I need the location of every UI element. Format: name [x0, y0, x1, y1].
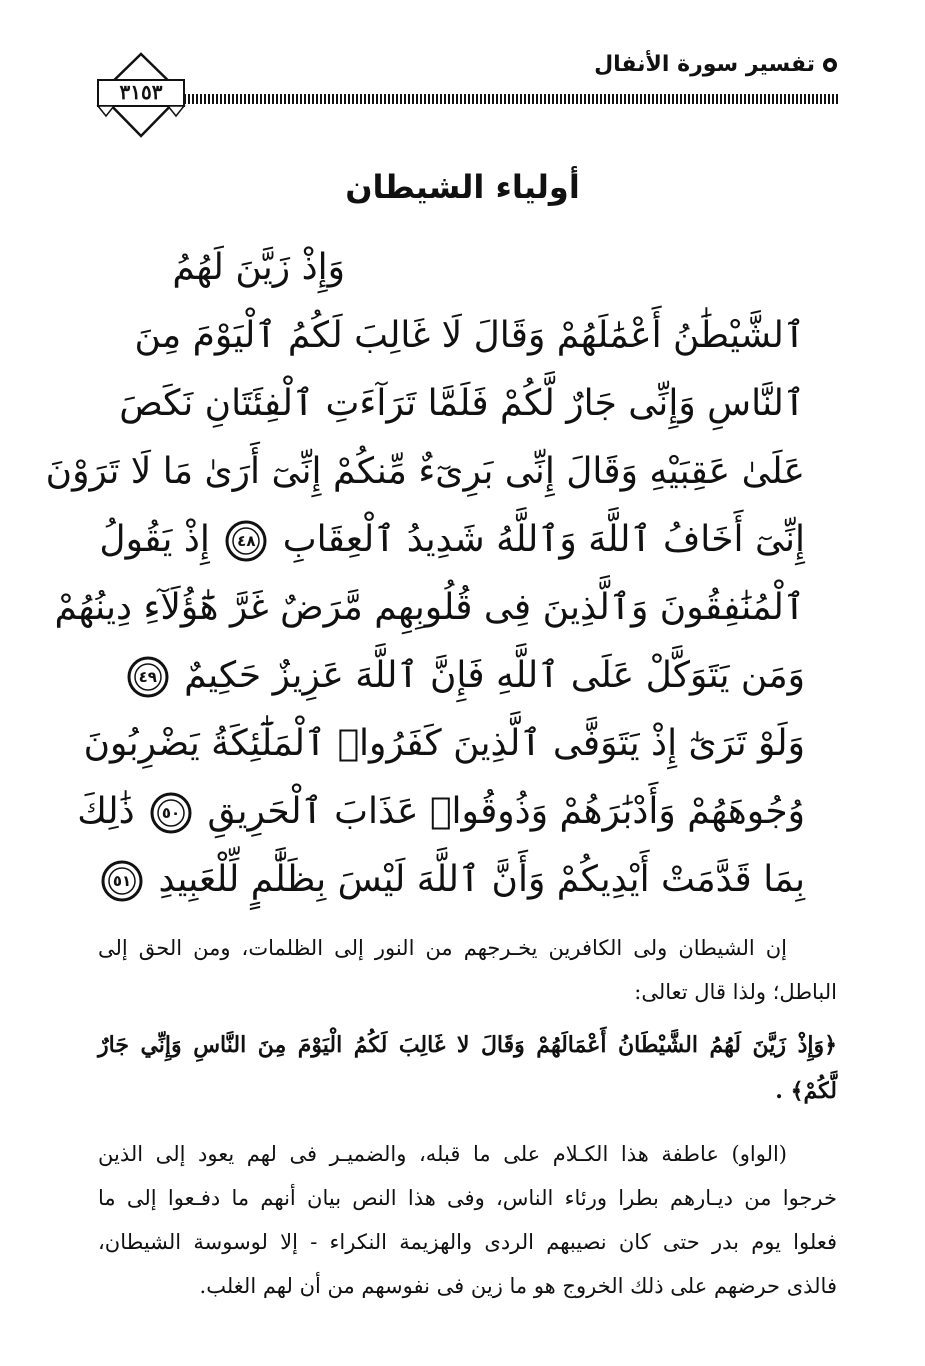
verse-line-6: ٱلْمُنَٰفِقُونَ وَٱلَّذِينَ فِى قُلُوبِهِم مَّرَضٌ غَرَّ هَٰٓؤُلَآءِ دِينُهُمْ — [54, 587, 805, 628]
quran-verses — [45, 234, 805, 914]
ayah-number: ٥١ — [112, 871, 132, 890]
paragraph-line: فالذى حرضهم على ذلك الخروج هو ما زين فى نفوسهم من أن لهم الغلب. — [199, 1274, 837, 1298]
quoted-verse — [98, 1022, 837, 1114]
verse-line-3: ٱلنَّاسِ وَإِنِّى جَارٌ لَّكُمْ فَلَمَّا تَرَآءَتِ ٱلْفِئَتَانِ نَكَصَ — [119, 383, 805, 424]
quote-line: ﴿وَإِذْ زَيَّنَ لَهُمُ الشَّيْطَانُ أَعْمَالَهُمْ وَقَالَ لا غَالِبَ لَكُمُ الْيَوْمَ مِنَ النَّاسِ وَإِنِّي جَارٌ — [98, 1032, 837, 1058]
verse-line-7-text: وَمَن يَتَوَكَّلْ عَلَى ٱللَّهِ فَإِنَّ ٱللَّهَ عَزِيزٌ حَكِيمٌ — [184, 655, 805, 696]
paragraph-line: الباطل؛ ولذا قال تعالى: — [634, 980, 837, 1004]
verse-line-5-text: إِنِّىٓ أَخَافُ ٱللَّهَ وَٱللَّهُ شَدِيدُ ٱلْعِقَابِ — [282, 519, 805, 560]
verse-line-8: وَلَوْ تَرَىٰٓ إِذْ يَتَوَفَّى ٱلَّذِينَ كَفَرُوا۟ ٱلْمَلَٰٓئِكَةُ يَضْرِبُونَ — [83, 723, 805, 764]
paragraph-line: فعلوا يوم بدر حتى كان نصيبهم الردى والهزيمة النكراء - إلا لوسوسة الشيطان، — [98, 1230, 837, 1254]
quote-line: لَّكُمْ﴾ . — [775, 1078, 837, 1104]
header-rule — [184, 94, 839, 104]
paragraph-1 — [98, 926, 837, 1014]
ornament-icon — [821, 56, 839, 74]
paragraph-line: خرجوا من ديـارهم بطرا ورئاء الناس، وفى هذا النص بيان أنهم ما دفـعوا إلى ما — [98, 1186, 837, 1210]
verse-line-10 — [112, 846, 805, 914]
verse-line-10-text: بِمَا قَدَّمَتْ أَيْدِيكُمْ وَأَنَّ ٱللَّهَ لَيْسَ بِظَلَّٰمٍ لِّلْعَبِيدِ — [158, 859, 805, 900]
verse-line-7 — [138, 642, 805, 710]
verse-line-9-tail: ذَٰلِكَ — [77, 791, 135, 832]
verse-line-4: عَلَىٰ عَقِبَيْهِ وَقَالَ إِنِّى بَرِىٓءٌ مِّنكُمْ إِنِّىٓ أَرَىٰ مَا لَا تَرَوْنَ — [45, 451, 805, 492]
ayah-number: ٤٨ — [237, 531, 256, 550]
verse-line-5-tail: إِذْ يَقُولُ — [99, 519, 210, 560]
paragraph-2 — [98, 1132, 837, 1308]
verse-line-1: وَإِذْ زَيَّنَ لَهُمُ — [172, 247, 345, 288]
ayah-number: ٥٠ — [161, 803, 181, 822]
ayah-marker-51 — [101, 860, 143, 902]
paragraph-line: إن الشيطان ولى الكافرين يخـرجهم من النور إلى الظلمات، ومن الحق إلى — [98, 936, 787, 960]
verse-line-2: ٱلشَّيْطَٰنُ أَعْمَٰلَهُمْ وَقَالَ لَا غَالِبَ لَكُمُ ٱلْيَوْمَ مِنَ — [134, 315, 805, 356]
ayah-number: ٤٩ — [138, 667, 157, 686]
surah-title: تفسير سورة الأنفال — [594, 52, 815, 77]
page-number-badge — [96, 50, 186, 142]
ayah-marker-48 — [225, 520, 267, 562]
ayah-marker-49 — [127, 656, 169, 698]
commentary — [98, 926, 837, 1308]
section-heading: أولياء الشيطان — [345, 168, 580, 206]
verse-line-9-text: وُجُوهَهُمْ وَأَدْبَٰرَهُمْ وَذُوقُوا۟ عَذَابَ ٱلْحَرِيقِ — [207, 791, 805, 832]
ayah-marker-50 — [150, 792, 192, 834]
page-header — [96, 50, 839, 140]
page-number: ٣١٥٣ — [119, 80, 163, 104]
verse-line-9 — [77, 778, 805, 846]
verse-line-5 — [99, 506, 805, 574]
paragraph-line: (الواو) عاطفة هذا الكـلام على ما قبله، والضميـر فى لهم يعود إلى الذين — [98, 1142, 787, 1166]
